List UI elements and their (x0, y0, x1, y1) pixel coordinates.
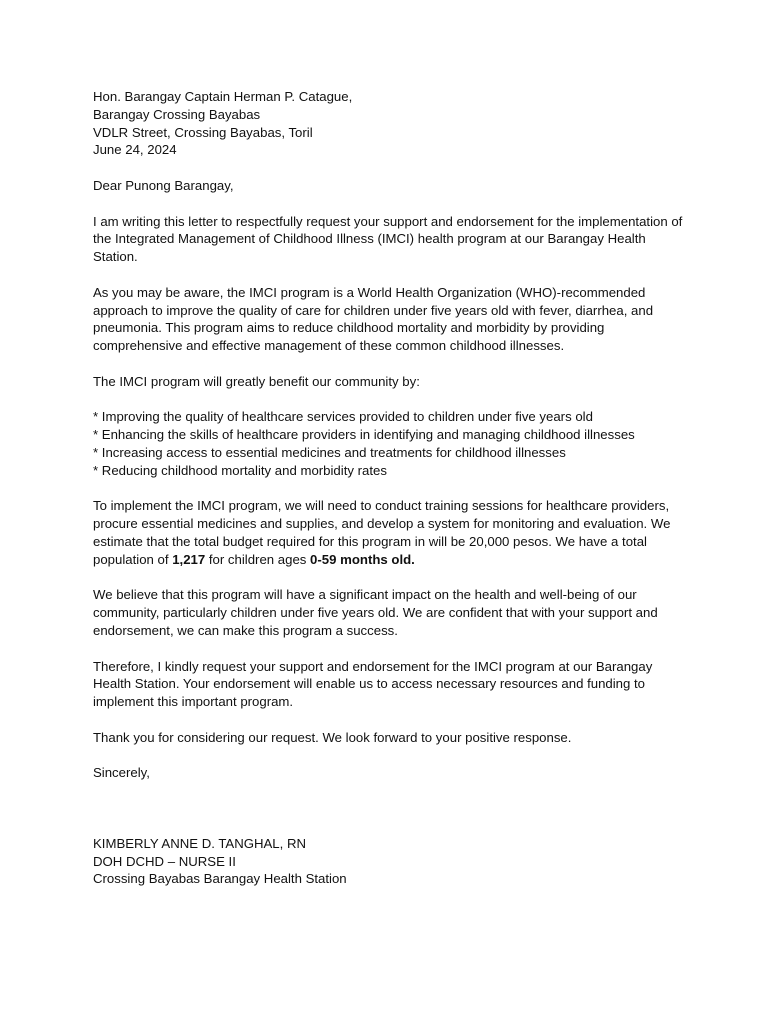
paragraph-request-endorsement-text: Therefore, I kindly request your support and endorsement for the IMCI program at our Barangay Health Station. Your endorsement will enable us to access necessary resources and funding to implement this important program. (93, 658, 653, 710)
closing (93, 764, 693, 782)
closing-text: Sincerely, (93, 765, 150, 781)
benefit-item: * Enhancing the skills of healthcare providers in identifying and managing childhood illnesses (93, 427, 635, 443)
paragraph-thanks-text: Thank you for considering our request. We look forward to your positive response. (93, 729, 572, 745)
salutation-text: Dear Punong Barangay, (93, 177, 234, 193)
implementation-text-part1: To implement the IMCI program, we will need to conduct training sessions for healthcare providers, procure essential medicines and supplies, and develop a system for monitoring and evaluation. We estimate that the total budget required for this program in will be 20,000 pesos. We have a total population of (93, 498, 671, 567)
population-count: 1,217 (172, 551, 206, 567)
implementation-text-part2: for children ages (205, 551, 311, 567)
signatory-name: KIMBERLY ANNE D. TANGHAL, RN (93, 835, 307, 851)
paragraph-benefits-intro-text: The IMCI program will greatly benefit our community by: (93, 373, 420, 389)
recipient-address: VDLR Street, Crossing Bayabas, Toril (93, 124, 313, 140)
signatory-position: DOH DCHD – NURSE II (93, 853, 236, 869)
age-range: 0-59 months old. (310, 551, 415, 567)
letter (93, 88, 693, 888)
paragraph-implementation-text (93, 497, 693, 568)
paragraph-impact-text: We believe that this program will have a significant impact on the health and well-being of our community, particularly children under five years old. We are confident that with your support and endorsement, we can make this program a success. (93, 587, 658, 638)
recipient-block (93, 88, 693, 159)
letter-date: June 24, 2024 (93, 142, 177, 158)
benefit-item: * Improving the quality of healthcare services provided to children under five years old (93, 409, 593, 425)
paragraph-request (93, 213, 693, 266)
recipient-name: Hon. Barangay Captain Herman P. Catague, (93, 89, 353, 104)
paragraph-implementation (93, 497, 693, 568)
paragraph-impact (93, 586, 693, 639)
signature-block (93, 835, 693, 888)
salutation (93, 177, 693, 195)
paragraph-thanks (93, 729, 693, 747)
signature-space (93, 800, 693, 835)
paragraph-benefits-intro (93, 373, 693, 391)
benefit-item: * Increasing access to essential medicines and treatments for childhood illnesses (93, 444, 566, 460)
paragraph-about-imci (93, 284, 693, 355)
benefit-item: * Reducing childhood mortality and morbidity rates (93, 462, 387, 478)
paragraph-about-imci-text: As you may be aware, the IMCI program is a World Health Organization (WHO)-recommended approach to improve the quality of care for children under five years old with fever, diarrhea, and pneumonia. This program aims to reduce childhood mortality and morbidity by providing comprehensive and effective management of these common childhood illnesses. (93, 284, 654, 354)
paragraph-request-endorsement (93, 658, 693, 711)
recipient-office: Barangay Crossing Bayabas (93, 106, 261, 122)
signatory-station: Crossing Bayabas Barangay Health Station (93, 871, 347, 887)
paragraph-request-text: I am writing this letter to respectfully request your support and endorsement for the implementation of the Integrated Management of Childhood Illness (IMCI) health program at our Barangay Health Station. (93, 213, 683, 265)
benefits-list (93, 408, 693, 479)
